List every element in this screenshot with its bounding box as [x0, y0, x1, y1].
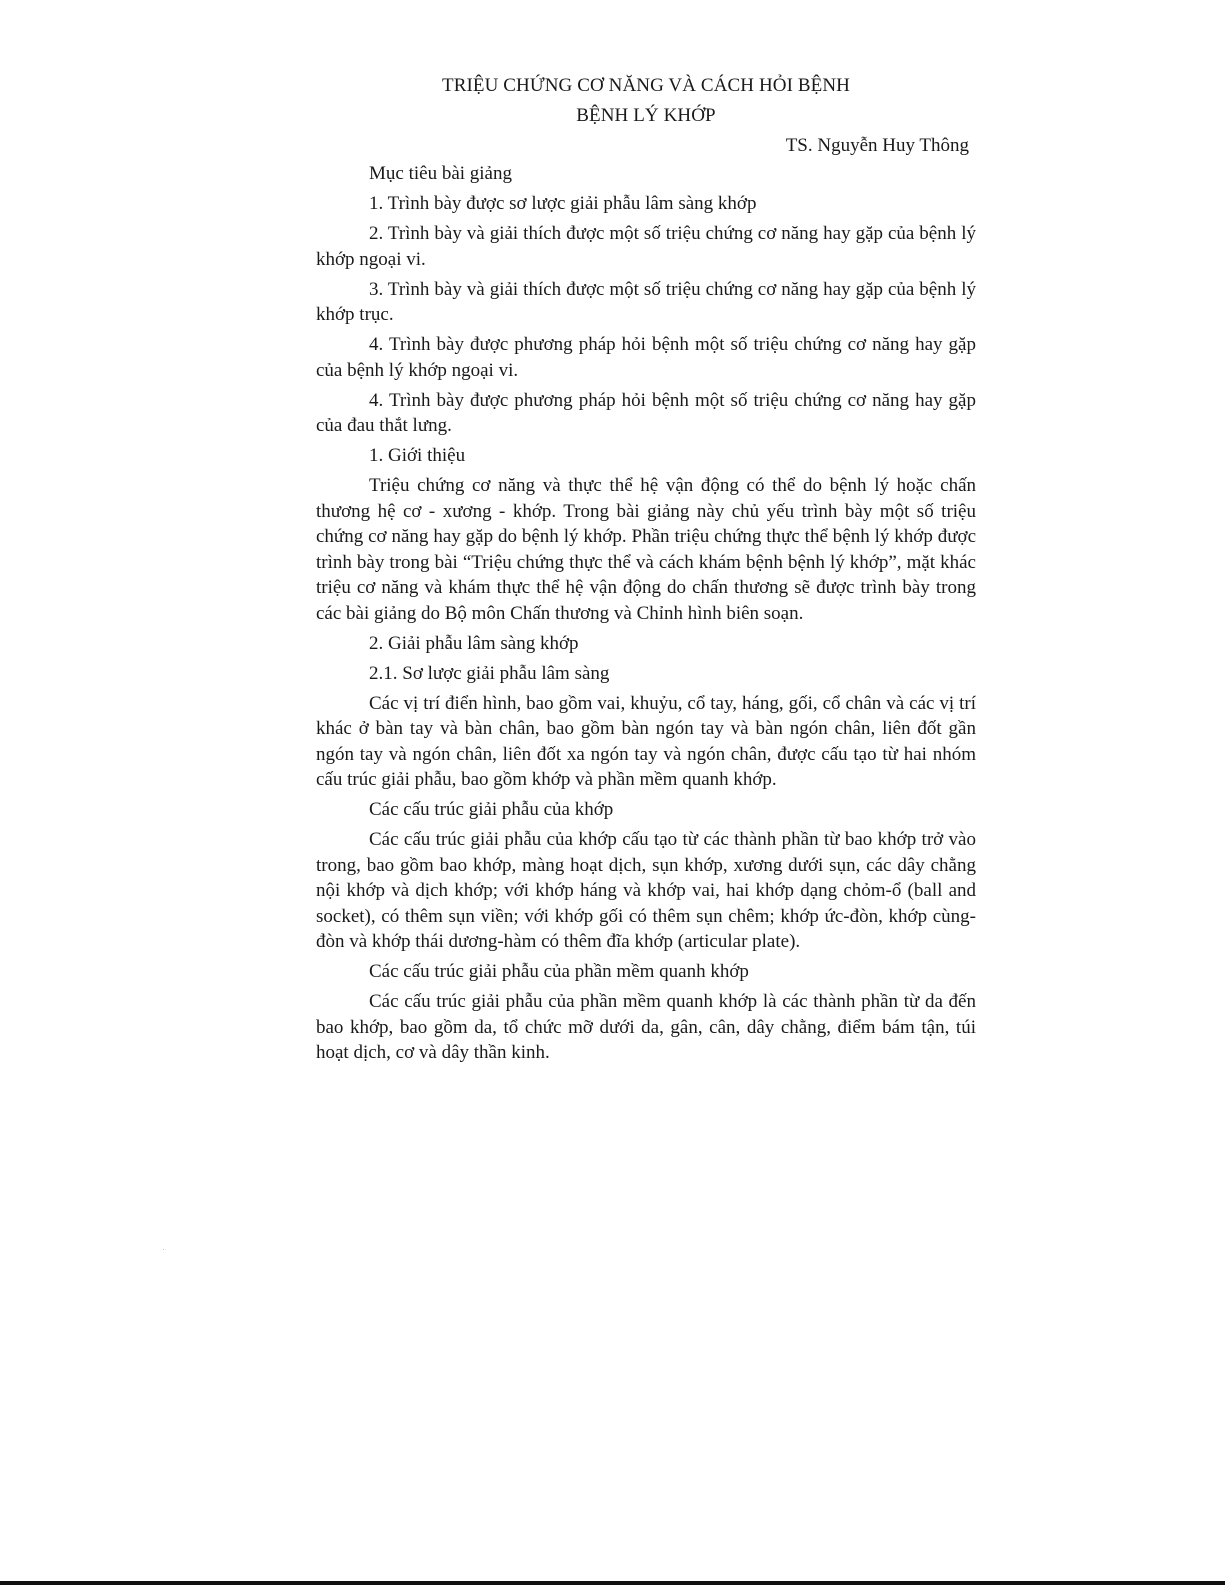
paragraph-joint-structures: Các cấu trúc giải phẫu của khớp cấu tạo từ các thành phần từ bao khớp trở vào trong, bao gồm bao khớp, màng hoạt dịch, sụn khớp, xương dưới sụn, các dây chằng nội khớp và dịch khớp; với khớp háng và khớp vai, hai khớp dạng chỏm-ổ (ball and socket), có thêm sụn viền; với khớp gối có thêm sụn chêm; khớp ức-đòn, khớp cùng-đòn và khớp thái dương-hàm có thêm đĩa khớp (articular plate). [316, 829, 976, 952]
page-bottom-edge [0, 1581, 1225, 1585]
objective-item-4a: 4. Trình bày được phương pháp hỏi bệnh một số triệu chứng cơ năng hay gặp của bệnh lý khớp ngoại vi. [316, 334, 976, 381]
section-heading-introduction: 1. Giới thiệu [369, 445, 466, 466]
document-title-line-1: TRIỆU CHỨNG CƠ NĂNG VÀ CÁCH HỎI BỆNH [441, 75, 851, 96]
subheading-joint-structures: Các cấu trúc giải phẫu của khớp [369, 799, 614, 820]
paragraph-introduction: Triệu chứng cơ năng và thực thể hệ vận động có thể do bệnh lý hoặc chấn thương hệ cơ - xương - khớp. Trong bài giảng này chủ yếu trình bày một số triệu chứng cơ năng hay gặp do bệnh lý khớp. Phần triệu chứng thực thể bệnh lý khớp được trình bày trong bài “Triệu chứng thực thể và cách khám bệnh bệnh lý khớp”, mặt khác triệu cơ năng và khám thực thể hệ vận động do chấn thương sẽ được trình bày trong các bài giảng do Bộ môn Chấn thương và Chỉnh hình biên soạn. [316, 475, 976, 624]
objective-item-1: 1. Trình bày được sơ lược giải phẫu lâm sàng khớp [369, 193, 757, 214]
section-heading-objectives: Mục tiêu bài giảng [369, 163, 512, 184]
objective-item-4b: 4. Trình bày được phương pháp hỏi bệnh một số triệu chứng cơ năng hay gặp của đau thắt lưng. [316, 389, 976, 436]
paragraph-periarticular-structures: Các cấu trúc giải phẫu của phần mềm quanh khớp là các thành phần từ da đến bao khớp, bao gồm da, tổ chức mỡ dưới da, gân, cân, dây chằng, điểm bám tận, túi hoạt dịch, cơ và dây thần kinh. [316, 991, 976, 1063]
section-heading-clinical-anatomy: 2. Giải phẫu lâm sàng khớp [369, 632, 579, 654]
document-body [316, 161, 976, 1070]
objective-item-2: 2. Trình bày và giải thích được một số triệu chứng cơ năng hay gặp của bệnh lý khớp ngoại vi. [316, 223, 976, 270]
document-title-line-2: BỆNH LÝ KHỚP [576, 105, 716, 126]
subsection-heading-overview: 2.1. Sơ lược giải phẫu lâm sàng [369, 662, 610, 684]
paragraph-typical-sites: Các vị trí điển hình, bao gồm vai, khuỷu, cổ tay, háng, gối, cổ chân và các vị trí khác ở bàn tay và bàn chân, bao gồm bàn ngón tay và bàn ngón chân, liên đốt gần ngón tay và ngón chân, liên đốt xa ngón tay và ngón chân, được cấu tạo từ hai nhóm cấu trúc giải phẫu, bao gồm khớp và phần mềm quanh khớp. [316, 692, 976, 790]
author-name: TS. Nguyễn Huy Thông [785, 135, 969, 156]
objective-item-3: 3. Trình bày và giải thích được một số triệu chứng cơ năng hay gặp của bệnh lý khớp trục. [316, 278, 976, 325]
scan-speck [163, 1249, 164, 1250]
subheading-periarticular-structures: Các cấu trúc giải phẫu của phần mềm quanh khớp [369, 961, 749, 982]
